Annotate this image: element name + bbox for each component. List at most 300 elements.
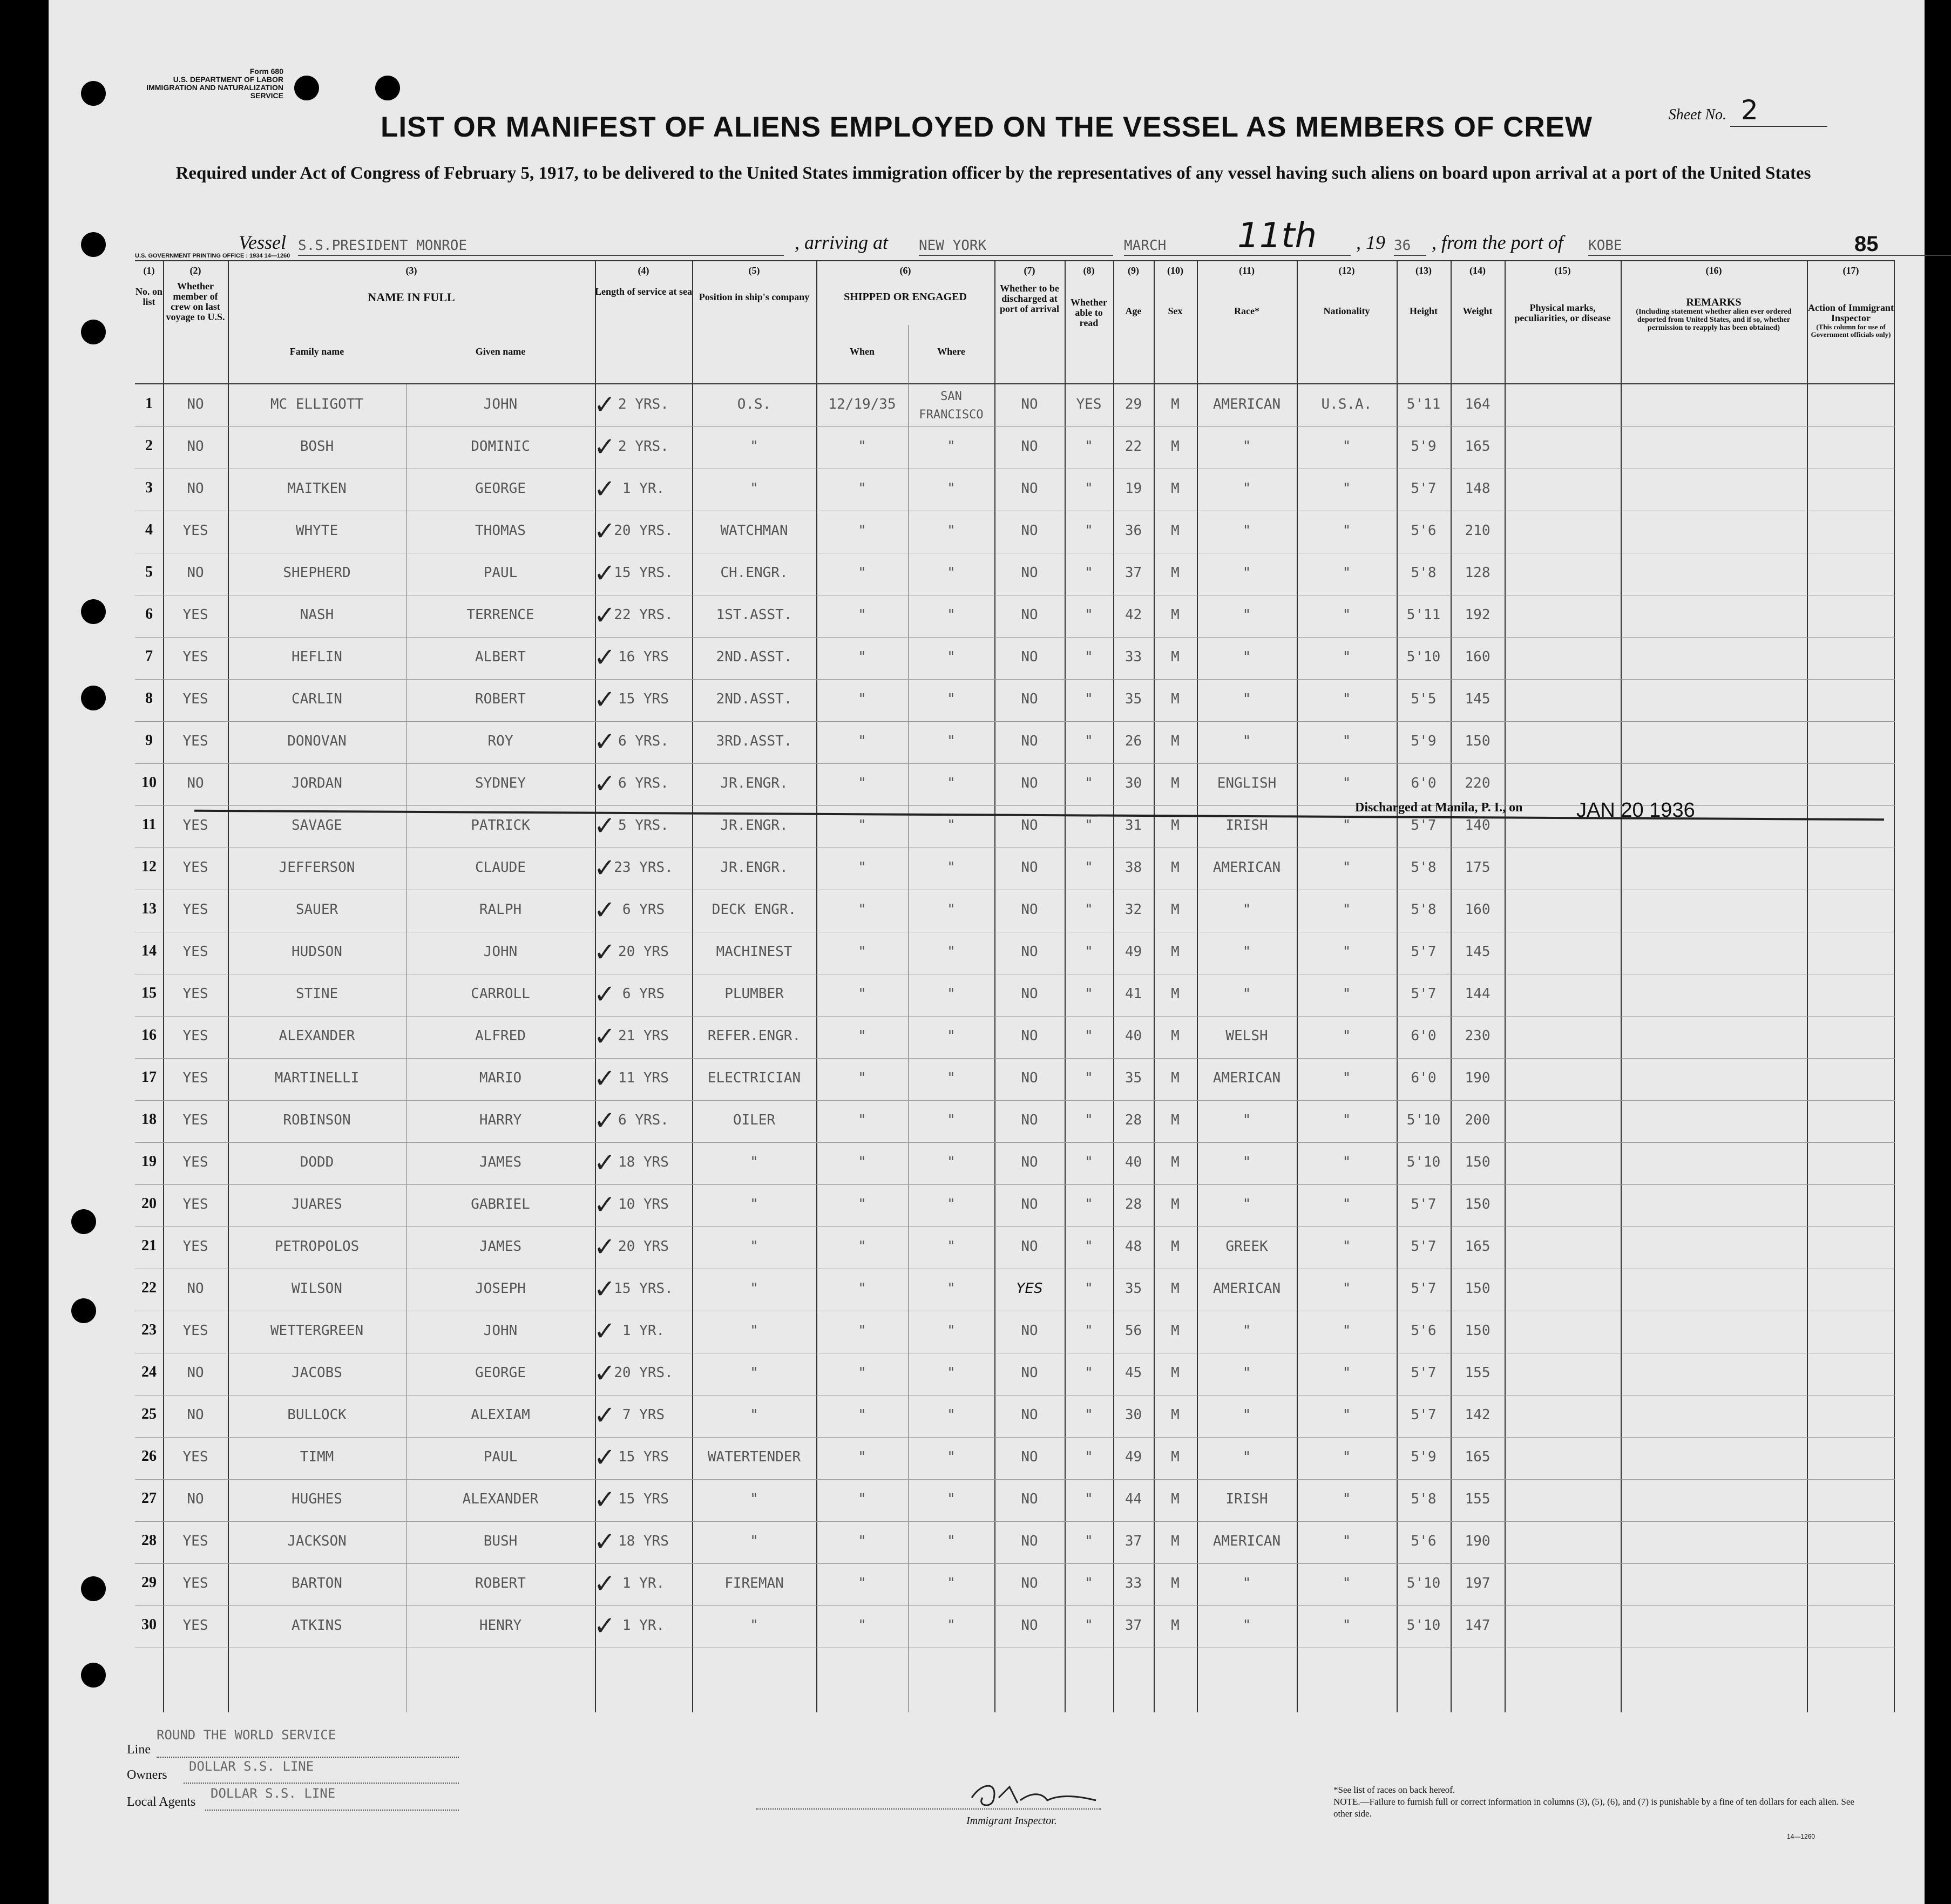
- cell-given: ALBERT: [475, 649, 526, 665]
- cell-age: 38: [1124, 859, 1142, 876]
- cell-when: ": [858, 1280, 866, 1297]
- cell-race: ": [1242, 565, 1251, 581]
- row-number: 21: [141, 1237, 157, 1254]
- cell-prev: NO: [187, 1365, 204, 1381]
- cell-given: PAUL: [483, 565, 518, 581]
- cell-nat: ": [1342, 1575, 1351, 1591]
- cell-sex: M: [1171, 1491, 1180, 1507]
- cell-where: ": [947, 944, 956, 960]
- cell-age: 35: [1124, 1070, 1142, 1086]
- cell-nat: ": [1342, 691, 1351, 707]
- cell-nat: ": [1342, 480, 1351, 497]
- cell-race: AMERICAN: [1212, 396, 1281, 412]
- cell-read: ": [1085, 1028, 1093, 1044]
- note-fine: NOTE.—Failure to furnish full or correct information in columns (3), (5), (6), and (7) is punishable by a fine of ten dollars for each alien. See other side.: [1333, 1797, 1854, 1819]
- cell-prev: YES: [182, 1070, 208, 1086]
- cell-where: ": [947, 1112, 956, 1128]
- check-mark-icon: ✓: [594, 558, 616, 588]
- cell-family: STINE: [295, 986, 338, 1002]
- cell-age: 30: [1124, 1407, 1142, 1423]
- cell-given: THOMAS: [475, 523, 526, 539]
- vessel-value: S.S.PRESIDENT MONROE: [298, 238, 784, 256]
- header-c14: (14) Weight: [1462, 265, 1493, 316]
- header-c12: (12) Nationality: [1323, 265, 1370, 316]
- table-row: [135, 1058, 1895, 1101]
- cell-position: ": [750, 480, 758, 497]
- cell-height: 5'10: [1406, 1112, 1441, 1128]
- cell-disch: NO: [1021, 1154, 1038, 1170]
- cell-weight: 150: [1465, 1323, 1491, 1339]
- footer-owners-label: Owners: [127, 1768, 167, 1782]
- cell-height: 5'10: [1406, 1575, 1441, 1591]
- table-row: [135, 637, 1895, 680]
- cell-read: ": [1085, 1449, 1093, 1465]
- cell-read: ": [1085, 1238, 1093, 1255]
- cell-prev: YES: [182, 902, 208, 918]
- cell-position: ELECTRICIAN: [707, 1070, 801, 1086]
- cell-age: 35: [1124, 1280, 1142, 1297]
- header-c2: (2) Whether member of crew on last voyage to U.S.: [166, 265, 225, 322]
- footer-owners-value: DOLLAR S.S. LINE: [189, 1759, 314, 1774]
- cell-family: ATKINS: [292, 1617, 342, 1634]
- row-number: 24: [141, 1364, 157, 1380]
- cell-race: ": [1242, 691, 1251, 707]
- cell-nat: ": [1342, 1112, 1351, 1128]
- cell-weight: 190: [1465, 1070, 1491, 1086]
- cell-position: MACHINEST: [716, 944, 792, 960]
- cell-height: 5'11: [1406, 396, 1441, 412]
- cell-height: 5'7: [1411, 480, 1437, 497]
- cell-height: 5'10: [1406, 1154, 1441, 1170]
- from-port-label: , from the port of: [1432, 232, 1563, 253]
- cell-family: SAUER: [295, 902, 338, 918]
- check-mark-icon: ✓: [594, 1274, 616, 1304]
- cell-when: ": [858, 944, 866, 960]
- cell-sex: M: [1171, 1280, 1180, 1297]
- cell-nat: ": [1342, 817, 1351, 834]
- cell-where: ": [947, 859, 956, 876]
- cell-nat: ": [1342, 1323, 1351, 1339]
- year-label: , 19: [1356, 232, 1385, 253]
- header-c11: (11) Race*: [1234, 265, 1259, 316]
- cell-service: 1 YR.: [622, 480, 665, 497]
- cell-sex: M: [1171, 691, 1180, 707]
- cell-when: ": [858, 1365, 866, 1381]
- cell-prev: NO: [187, 1491, 204, 1507]
- cell-weight: 155: [1465, 1491, 1491, 1507]
- cell-height: 5'5: [1411, 691, 1437, 707]
- cell-read: ": [1085, 902, 1093, 918]
- cell-prev: NO: [187, 1280, 204, 1297]
- cell-where: ": [947, 1238, 956, 1255]
- cell-given: DOMINIC: [471, 438, 530, 455]
- cell-service: 2 YRS.: [618, 438, 669, 455]
- cell-race: IRISH: [1225, 1491, 1268, 1507]
- cell-age: 33: [1124, 649, 1142, 665]
- header-c3: (3) NAME IN FULL: [368, 265, 455, 304]
- footer-agents-value: DOLLAR S.S. LINE: [211, 1786, 336, 1801]
- cell-read: ": [1085, 523, 1093, 539]
- cell-read: ": [1085, 607, 1093, 623]
- cell-nat: ": [1342, 902, 1351, 918]
- cell-race: ": [1242, 1617, 1251, 1634]
- cell-read: ": [1085, 438, 1093, 455]
- row-number: 1: [145, 395, 153, 412]
- header-c7: (7) Whether to be discharged at port of arrival: [1000, 265, 1059, 314]
- cell-family: TIMM: [300, 1449, 334, 1465]
- cell-family: NASH: [300, 607, 334, 623]
- row-number: 29: [141, 1574, 157, 1591]
- cell-sex: M: [1171, 1365, 1180, 1381]
- cell-age: 56: [1124, 1323, 1142, 1339]
- cell-height: 5'7: [1411, 944, 1437, 960]
- check-mark-icon: ✓: [594, 895, 616, 925]
- cell-race: ": [1242, 1449, 1251, 1465]
- cell-when: ": [858, 1407, 866, 1423]
- header-c1: (1) No. on list: [135, 265, 162, 307]
- cell-position: ": [750, 1407, 758, 1423]
- cell-weight: 165: [1465, 1238, 1491, 1255]
- cell-read: ": [1085, 1617, 1093, 1634]
- cell-service: 6 YRS: [622, 902, 665, 918]
- cell-position: OILER: [733, 1112, 776, 1128]
- row-number: 16: [141, 1027, 157, 1044]
- check-mark-icon: ✓: [594, 600, 616, 631]
- cell-position: ": [750, 1238, 758, 1255]
- check-mark-icon: ✓: [594, 811, 616, 841]
- cell-nat: ": [1342, 1533, 1351, 1549]
- cell-prev: YES: [182, 1238, 208, 1255]
- cell-sex: M: [1171, 438, 1180, 455]
- check-mark-icon: ✓: [594, 727, 616, 757]
- cell-nat: ": [1342, 1154, 1351, 1170]
- cell-race: WELSH: [1225, 1028, 1268, 1044]
- cell-read: ": [1085, 1154, 1093, 1170]
- cell-weight: 220: [1465, 775, 1491, 791]
- cell-nat: ": [1342, 607, 1351, 623]
- discharge-annotation: Discharged at Manila, P. I., on: [1355, 801, 1523, 815]
- cell-nat: ": [1342, 438, 1351, 455]
- cell-given: JOSEPH: [475, 1280, 526, 1297]
- cell-service: 10 YRS: [618, 1196, 669, 1212]
- cell-service: 22 YRS.: [614, 607, 673, 623]
- cell-service: 20 YRS.: [614, 1365, 673, 1381]
- cell-position: JR.ENGR.: [720, 817, 788, 834]
- punch-hole: [81, 686, 106, 710]
- cell-disch: NO: [1021, 1238, 1038, 1255]
- check-mark-icon: ✓: [594, 1316, 616, 1346]
- cell-service: 1 YR.: [622, 1323, 665, 1339]
- table-row: [135, 1100, 1895, 1143]
- cell-disch: NO: [1021, 775, 1038, 791]
- cell-read: ": [1085, 733, 1093, 749]
- printer-imprint: U.S. GOVERNMENT PRINTING OFFICE : 1934 14—1260: [135, 253, 290, 259]
- header-c15: (15) Physical marks, peculiarities, or disease: [1514, 265, 1611, 323]
- cell-read: ": [1085, 817, 1093, 834]
- cell-weight: 175: [1465, 859, 1491, 876]
- cell-service: 2 YRS.: [618, 396, 669, 412]
- cell-given: PATRICK: [471, 817, 530, 834]
- header-c4: (4) Length of service at sea: [595, 265, 692, 297]
- punch-hole: [71, 1209, 96, 1234]
- punch-hole: [294, 76, 319, 100]
- cell-sex: M: [1171, 986, 1180, 1002]
- cell-age: 44: [1124, 1491, 1142, 1507]
- cell-service: 20 YRS: [618, 1238, 669, 1255]
- cell-given: BUSH: [483, 1533, 518, 1549]
- cell-given: ROY: [487, 733, 513, 749]
- cell-height: 5'8: [1411, 1491, 1437, 1507]
- row-number: 11: [141, 816, 157, 833]
- cell-prev: YES: [182, 691, 208, 707]
- cell-position: 1ST.ASST.: [716, 607, 792, 623]
- cell-weight: 160: [1465, 649, 1491, 665]
- row-number: 27: [141, 1490, 157, 1507]
- cell-weight: 150: [1465, 1196, 1491, 1212]
- document-title: LIST OR MANIFEST OF ALIENS EMPLOYED ON THE VESSEL AS MEMBERS OF CREW: [380, 111, 1593, 143]
- row-number: 17: [141, 1069, 157, 1086]
- cell-service: 18 YRS: [618, 1154, 669, 1170]
- cell-when: ": [858, 1323, 866, 1339]
- cell-race: ": [1242, 1154, 1251, 1170]
- cell-read: ": [1085, 1280, 1093, 1297]
- cell-when: ": [858, 480, 866, 497]
- cell-service: 23 YRS.: [614, 859, 673, 876]
- cell-prev: YES: [182, 1196, 208, 1212]
- cell-age: 29: [1124, 396, 1142, 412]
- service-name: IMMIGRATION AND NATURALIZATION SERVICE: [146, 83, 283, 100]
- row-number: 3: [145, 479, 153, 496]
- cell-race: ": [1242, 986, 1251, 1002]
- cell-weight: 142: [1465, 1407, 1491, 1423]
- cell-read: ": [1085, 691, 1093, 707]
- cell-disch: NO: [1021, 691, 1038, 707]
- header-c8: (8) Whether able to read: [1071, 265, 1107, 328]
- cell-nat: ": [1342, 986, 1351, 1002]
- cell-family: MARTINELLI: [274, 1070, 360, 1086]
- cell-given: JAMES: [479, 1154, 522, 1170]
- cell-height: 5'8: [1411, 902, 1437, 918]
- header-c6-where: Where: [937, 346, 965, 357]
- cell-given: GABRIEL: [471, 1196, 530, 1212]
- row-number: 19: [141, 1153, 157, 1170]
- cell-given: CARROLL: [471, 986, 530, 1002]
- cell-race: ": [1242, 1575, 1251, 1591]
- cell-family: JUARES: [292, 1196, 342, 1212]
- cell-position: FIREMAN: [724, 1575, 784, 1591]
- cell-age: 31: [1124, 817, 1142, 834]
- cell-prev: NO: [187, 565, 204, 581]
- cell-height: 5'10: [1406, 649, 1441, 665]
- cell-disch: YES: [1016, 1280, 1043, 1297]
- cell-disch: NO: [1021, 1407, 1038, 1423]
- cell-weight: 197: [1465, 1575, 1491, 1591]
- cell-sex: M: [1171, 649, 1180, 665]
- arriving-value: NEW YORK: [919, 238, 1113, 256]
- cell-prev: YES: [182, 1617, 208, 1634]
- cell-weight: 200: [1465, 1112, 1491, 1128]
- cell-service: 15 YRS.: [614, 1280, 673, 1297]
- cell-age: 28: [1124, 1112, 1142, 1128]
- cell-nat: ": [1342, 859, 1351, 876]
- cell-weight: 164: [1465, 396, 1491, 412]
- cell-sex: M: [1171, 733, 1180, 749]
- sheet-label: Sheet No.: [1668, 106, 1726, 123]
- cell-where: ": [947, 607, 956, 623]
- cell-sex: M: [1171, 480, 1180, 497]
- cell-given: JOHN: [483, 944, 518, 960]
- cell-height: 5'7: [1411, 1407, 1437, 1423]
- table-row: [135, 1016, 1895, 1059]
- cell-weight: 150: [1465, 733, 1491, 749]
- footer-line-label: Line: [127, 1743, 151, 1757]
- inspector-label: Immigrant Inspector.: [966, 1815, 1057, 1827]
- cell-race: ": [1242, 733, 1251, 749]
- cell-nat: ": [1342, 1280, 1351, 1297]
- cell-height: 5'7: [1411, 986, 1437, 1002]
- check-mark-icon: ✓: [594, 1021, 616, 1052]
- cell-where: ": [947, 1407, 956, 1423]
- cell-height: 6'0: [1411, 1028, 1437, 1044]
- cell-age: 28: [1124, 1196, 1142, 1212]
- cell-service: 5 YRS.: [618, 817, 669, 834]
- cell-read: ": [1085, 1196, 1093, 1212]
- page-number: 85: [1854, 232, 1879, 256]
- cell-height: 5'11: [1406, 607, 1441, 623]
- cell-given: ROBERT: [475, 691, 526, 707]
- cell-given: HARRY: [479, 1112, 522, 1128]
- cell-sex: M: [1171, 1028, 1180, 1044]
- check-mark-icon: ✓: [594, 1611, 616, 1641]
- cell-race: ": [1242, 523, 1251, 539]
- cell-sex: M: [1171, 1617, 1180, 1634]
- table-row: [135, 1479, 1895, 1522]
- cell-sex: M: [1171, 1070, 1180, 1086]
- cell-age: 40: [1124, 1154, 1142, 1170]
- cell-disch: NO: [1021, 859, 1038, 876]
- cell-where: ": [947, 1028, 956, 1044]
- table-row: [135, 1437, 1895, 1480]
- cell-nat: ": [1342, 1491, 1351, 1507]
- cell-disch: NO: [1021, 733, 1038, 749]
- cell-disch: NO: [1021, 1070, 1038, 1086]
- cell-family: HUDSON: [292, 944, 342, 960]
- cell-when: ": [858, 1575, 866, 1591]
- cell-when: ": [858, 902, 866, 918]
- document-subtitle: Required under Act of Congress of February 5, 1917, to be delivered to the United States immigration officer by the representatives of any vessel having such aliens on board upon arrival at a port of the United States: [175, 164, 1811, 183]
- cell-service: 15 YRS: [618, 1449, 669, 1465]
- cell-service: 21 YRS: [618, 1028, 669, 1044]
- cell-where: ": [947, 438, 956, 455]
- cell-sex: M: [1171, 565, 1180, 581]
- check-mark-icon: ✓: [594, 685, 616, 715]
- cell-given: GEORGE: [475, 1365, 526, 1381]
- cell-age: 35: [1124, 691, 1142, 707]
- check-mark-icon: ✓: [594, 1358, 616, 1388]
- cell-family: HEFLIN: [292, 649, 342, 665]
- cell-disch: NO: [1021, 944, 1038, 960]
- cell-read: ": [1085, 1491, 1093, 1507]
- cell-nat: ": [1342, 649, 1351, 665]
- cell-prev: NO: [187, 775, 204, 791]
- cell-where: ": [947, 691, 956, 707]
- cell-where: ": [947, 565, 956, 581]
- check-mark-icon: ✓: [594, 937, 616, 967]
- cell-age: 22: [1124, 438, 1142, 455]
- cell-where: ": [947, 733, 956, 749]
- cell-race: IRISH: [1225, 817, 1268, 834]
- table-row: [135, 848, 1895, 890]
- cell-age: 37: [1124, 565, 1142, 581]
- row-number: 25: [141, 1406, 157, 1422]
- cell-nat: ": [1342, 1196, 1351, 1212]
- cell-service: 6 YRS.: [618, 733, 669, 749]
- cell-height: 5'8: [1411, 565, 1437, 581]
- cell-prev: NO: [187, 438, 204, 455]
- cell-disch: NO: [1021, 1365, 1038, 1381]
- cell-disch: NO: [1021, 396, 1038, 412]
- cell-when: ": [858, 1196, 866, 1212]
- cell-age: 19: [1124, 480, 1142, 497]
- department-name: U.S. DEPARTMENT OF LABOR: [173, 75, 283, 84]
- cell-prev: NO: [187, 480, 204, 497]
- arriving-label: , arriving at: [795, 232, 889, 253]
- cell-age: 26: [1124, 733, 1142, 749]
- cell-service: 20 YRS.: [614, 523, 673, 539]
- row-number: 23: [141, 1322, 157, 1338]
- year-value: 36: [1394, 238, 1426, 256]
- cell-service: 16 YRS: [618, 649, 669, 665]
- row-number: 6: [145, 606, 153, 622]
- cell-weight: 140: [1465, 817, 1491, 834]
- cell-where: ": [947, 1070, 956, 1086]
- vessel-line: [239, 216, 1788, 260]
- cell-height: 5'9: [1411, 733, 1437, 749]
- check-mark-icon: ✓: [594, 1527, 616, 1557]
- cell-race: AMERICAN: [1212, 1533, 1281, 1549]
- check-mark-icon: ✓: [594, 1190, 616, 1220]
- cell-family: BULLOCK: [287, 1407, 347, 1423]
- cell-where: ": [947, 1575, 956, 1591]
- table-row: [135, 1227, 1895, 1269]
- cell-nat: ": [1342, 1070, 1351, 1086]
- table-row: [135, 932, 1895, 974]
- form-code: 14—1260: [1787, 1833, 1815, 1840]
- cell-prev: NO: [187, 396, 204, 412]
- cell-weight: 155: [1465, 1365, 1491, 1381]
- table-row: [135, 511, 1895, 553]
- cell-age: 37: [1124, 1617, 1142, 1634]
- cell-prev: NO: [187, 1407, 204, 1423]
- cell-weight: 145: [1465, 944, 1491, 960]
- cell-read: ": [1085, 859, 1093, 876]
- cell-height: 5'8: [1411, 859, 1437, 876]
- check-mark-icon: ✓: [594, 516, 616, 546]
- cell-service: 7 YRS: [622, 1407, 665, 1423]
- row-number: 8: [145, 690, 153, 707]
- cell-read: ": [1085, 1365, 1093, 1381]
- cell-prev: YES: [182, 1323, 208, 1339]
- cell-height: 5'6: [1411, 523, 1437, 539]
- cell-read: ": [1085, 565, 1093, 581]
- cell-read: ": [1085, 1070, 1093, 1086]
- cell-family: JACKSON: [287, 1533, 347, 1549]
- cell-given: CLAUDE: [475, 859, 526, 876]
- header-c16: (16) REMARKS (Including statement whether alien ever ordered deported from United States, and if so, whether permission to reapply has been obtained): [1636, 265, 1792, 332]
- cell-given: ROBERT: [475, 1575, 526, 1591]
- cell-sex: M: [1171, 523, 1180, 539]
- footer-service: ROUND THE WORLD SERVICE: [157, 1727, 336, 1743]
